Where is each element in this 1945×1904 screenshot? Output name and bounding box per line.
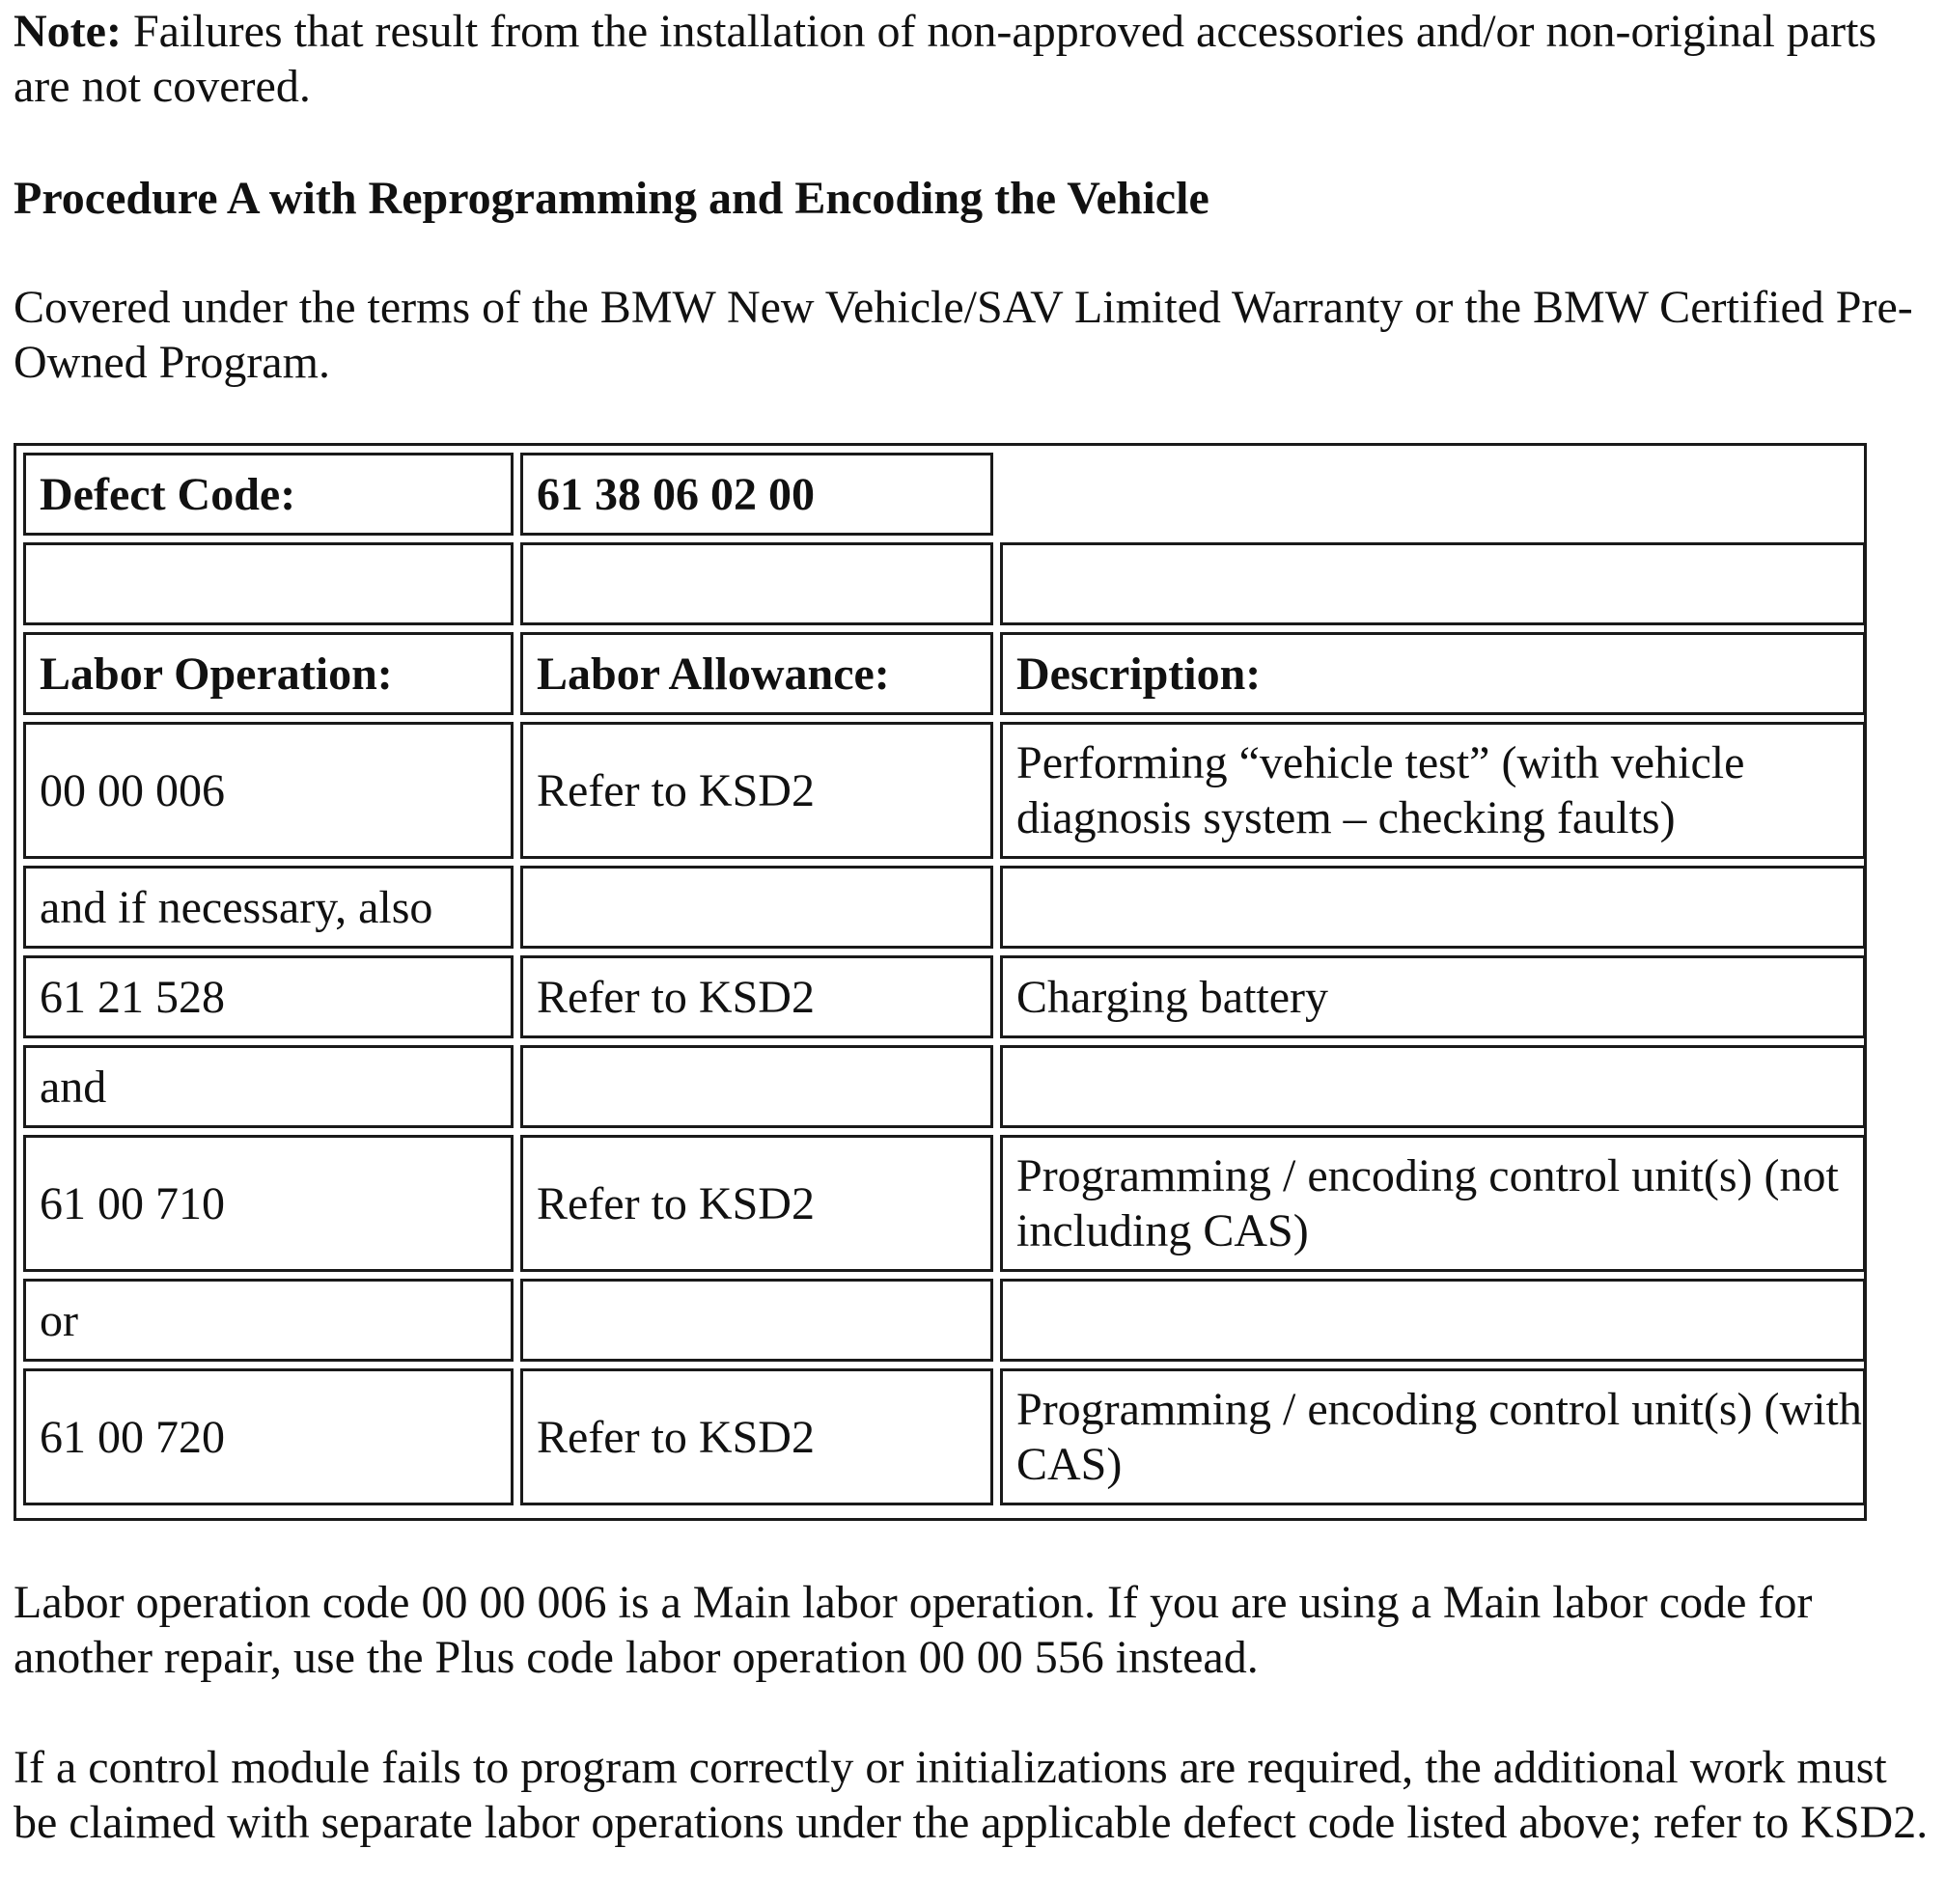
description-text: Charging battery [1016,971,1329,1023]
defect-code-value-cell [520,453,993,536]
empty-cell [1000,1279,1866,1362]
description-text: Performing “vehicle test” (with vehicle diagnosis system – checking faults) [1016,737,1745,843]
table-row-allowance-cell [520,1368,993,1505]
description-text: Programming / encoding control unit(s) (not including CAS) [1016,1150,1839,1256]
procedure-heading: Procedure A with Reprogramming and Encoding the Vehicle [14,173,1209,224]
table-row-allowance-cell [520,722,993,859]
note-text: Failures that result from the installation of non-approved accessories and/or non-original parts are not covered. [14,6,1877,112]
table-row-op-cell [23,1045,514,1128]
header-labor-operation-cell [23,632,514,715]
empty-cell [520,866,993,949]
empty-cell [520,1045,993,1128]
labor-table [14,443,1867,1521]
header-labor-operation: Labor Operation: [40,648,393,700]
connector-text: or [40,1294,78,1346]
labor-operation-code: 61 00 710 [40,1177,225,1229]
table-row-op-cell [23,866,514,949]
table-row-op-cell [23,1368,514,1505]
empty-cell [23,542,514,625]
table-row-allowance-cell [520,955,993,1038]
table-row-op-cell [23,955,514,1038]
labor-allowance-text: Refer to KSD2 [537,971,815,1023]
header-description: Description: [1016,648,1262,700]
empty-cell [1000,1045,1866,1128]
connector-text: and if necessary, also [40,881,433,933]
table-row-op-cell [23,722,514,859]
defect-code-label-cell [23,453,514,536]
labor-allowance-text: Refer to KSD2 [537,1177,815,1229]
coverage-paragraph: Covered under the terms of the BMW New Vehicle/SAV Limited Warranty or the BMW Certified Pre-Owned Program. [14,282,1913,388]
defect-code-label: Defect Code: [40,468,296,520]
table-row-op-cell [23,1279,514,1362]
empty-cell [1000,542,1866,625]
table-row-description-cell [1000,1135,1866,1272]
labor-operation-code: 61 21 528 [40,971,225,1023]
header-labor-allowance: Labor Allowance: [537,648,890,700]
labor-operation-code: 61 00 720 [40,1411,225,1463]
connector-text: and [40,1061,107,1113]
table-row-op-cell [23,1135,514,1272]
table-row-description-cell [1000,1368,1866,1505]
labor-operation-code: 00 00 006 [40,764,225,816]
empty-cell [1000,866,1866,949]
labor-allowance-text: Refer to KSD2 [537,764,815,816]
table-row-allowance-cell [520,1135,993,1272]
table-row-description-cell [1000,955,1866,1038]
note-paragraph [14,4,1934,114]
table-row-description-cell [1000,722,1866,859]
empty-cell [520,542,993,625]
labor-code-paragraph: Labor operation code 00 00 006 is a Main labor operation. If you are using a Main labor code for another repair, use the Plus code labor operation 00 00 556 instead. [14,1577,1813,1683]
header-description-cell [1000,632,1866,715]
defect-code-value: 61 38 06 02 00 [537,468,815,520]
labor-allowance-text: Refer to KSD2 [537,1411,815,1463]
empty-cell [520,1279,993,1362]
description-text: Programming / encoding control unit(s) (with CAS) [1016,1384,1862,1490]
note-label: Note: [14,6,122,57]
failure-paragraph: If a control module fails to program correctly or initializations are required, the additional work must be claimed with separate labor operations under the applicable defect code listed above; refer to KSD2. [14,1742,1929,1848]
header-labor-allowance-cell [520,632,993,715]
